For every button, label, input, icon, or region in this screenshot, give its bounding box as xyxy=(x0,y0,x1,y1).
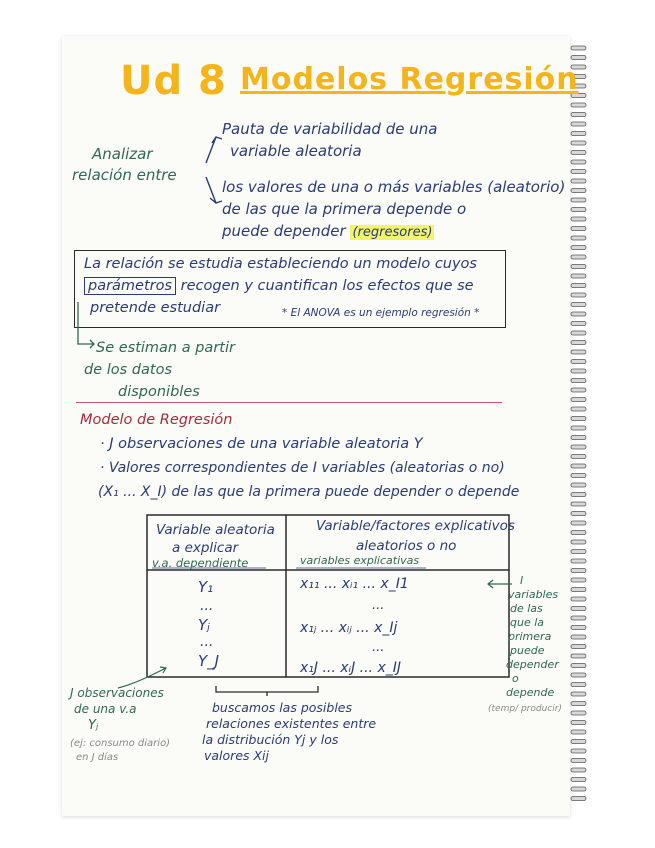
spiral-ring xyxy=(571,711,586,715)
spiral-ring xyxy=(571,664,586,668)
spiral-ring xyxy=(571,379,586,383)
spiral-ring xyxy=(571,141,586,145)
spiral-ring xyxy=(571,483,586,487)
table-row-right: x₁₁ ... xᵢ₁ ... x_I1 xyxy=(300,576,409,592)
left-note-paren-1: (ej: consumo diario) xyxy=(70,738,171,749)
spiral-ring xyxy=(571,474,586,478)
analyze-label: Analizar xyxy=(92,145,153,163)
branch2-line2: de las que la primera depende o xyxy=(222,200,467,218)
spiral-ring xyxy=(571,407,586,411)
parametros-word: parámetros xyxy=(84,277,176,295)
estimate-line2: de los datos xyxy=(84,362,172,378)
table-row-right: x₁J ... xᵢJ ... x_IJ xyxy=(300,660,401,676)
spiral-ring xyxy=(571,702,586,706)
anova-note: * El ANOVA es un ejemplo regresión * xyxy=(282,307,480,319)
table-row-right: x₁ⱼ ... xᵢⱼ ... x_Ij xyxy=(300,620,398,636)
right-note-4: que la xyxy=(510,616,545,629)
right-note-3: de las xyxy=(510,602,543,615)
spiral-ring xyxy=(571,445,586,449)
spiral-ring xyxy=(571,749,586,753)
spiral-ring xyxy=(571,350,586,354)
spiral-ring xyxy=(571,388,586,392)
spiral-ring xyxy=(571,597,586,601)
table-row-right: ... xyxy=(372,640,385,655)
spiral-ring xyxy=(571,569,586,573)
left-note-1: J observaciones xyxy=(70,686,164,700)
spiral-ring xyxy=(571,160,586,164)
right-note-5: primera xyxy=(508,630,552,643)
spiral-ring xyxy=(571,797,586,801)
spiral-ring xyxy=(571,151,586,155)
spiral-ring xyxy=(571,322,586,326)
spiral-ring xyxy=(571,360,586,364)
spiral-ring xyxy=(571,179,586,183)
spiral-ring xyxy=(571,559,586,563)
spiral-ring xyxy=(571,46,586,50)
spiral-ring xyxy=(571,768,586,772)
right-note-6: puede xyxy=(510,644,545,657)
spiral-ring xyxy=(571,778,586,782)
spiral-ring xyxy=(571,654,586,658)
table-row-left: Y_J xyxy=(198,652,220,670)
table-row-left: Y₁ xyxy=(198,578,214,596)
spiral-ring xyxy=(571,284,586,288)
spiral-ring xyxy=(571,331,586,335)
bottom-note-4: valores Xij xyxy=(204,748,270,763)
model-bullet1: · J observaciones de una variable aleatoria Y xyxy=(100,436,423,452)
branch2-line3 xyxy=(222,222,434,240)
spiral-ring xyxy=(571,293,586,297)
spiral-ring xyxy=(571,103,586,107)
regresores-highlight: (regresores) xyxy=(352,225,433,240)
model-heading: Modelo de Regresión xyxy=(80,412,233,428)
model-bullet2: · Valores correspondientes de I variables (aleatorias o no) xyxy=(100,460,505,476)
spiral-ring xyxy=(571,550,586,554)
table-header-left-2: a explicar xyxy=(172,540,239,556)
spiral-ring xyxy=(571,208,586,212)
spiral-ring xyxy=(571,227,586,231)
spiral-ring xyxy=(571,455,586,459)
spiral-ring xyxy=(571,645,586,649)
spiral-ring xyxy=(571,626,586,630)
spiral-ring xyxy=(571,740,586,744)
right-note-7: depender xyxy=(506,658,559,671)
spiral-ring xyxy=(571,673,586,677)
spiral-ring xyxy=(571,341,586,345)
branch2-line1: los valores de una o más variables (aleatorio) xyxy=(222,178,566,196)
table-row-right: ... xyxy=(372,598,385,613)
box-line2-rest: recogen y cuantifican los efectos que se xyxy=(180,278,474,294)
spiral-ring xyxy=(571,616,586,620)
box-line2 xyxy=(84,278,474,294)
bottom-note-1: buscamos las posibles xyxy=(212,700,353,715)
table-row-left: ... xyxy=(200,598,214,614)
spiral-ring xyxy=(571,436,586,440)
bottom-note-2: relaciones existentes entre xyxy=(206,716,377,731)
spiral-ring xyxy=(571,274,586,278)
spiral-ring xyxy=(571,265,586,269)
spiral-binding xyxy=(568,40,590,810)
spiral-ring xyxy=(571,303,586,307)
bottom-note-3: la distribución Yj y los xyxy=(202,732,339,747)
right-note-2: variables xyxy=(508,588,559,601)
section-divider xyxy=(76,402,502,403)
spiral-ring xyxy=(571,246,586,250)
left-note-2: de una v.a xyxy=(74,702,137,716)
spiral-ring xyxy=(571,721,586,725)
branch2-text: puede depender xyxy=(222,222,346,240)
spiral-ring xyxy=(571,217,586,221)
model-bullet3: (X₁ ... X_I) de las que la primera puede depender o depende xyxy=(98,484,520,500)
spiral-ring xyxy=(571,122,586,126)
spiral-ring xyxy=(571,189,586,193)
right-note-1: I xyxy=(520,574,524,587)
estimate-line3: disponibles xyxy=(118,384,200,400)
page-title: Modelos Regresión xyxy=(240,62,579,97)
table-row-left: Yⱼ xyxy=(198,616,210,634)
spiral-ring xyxy=(571,588,586,592)
spiral-ring xyxy=(571,56,586,60)
spiral-ring xyxy=(571,255,586,259)
spiral-ring xyxy=(571,464,586,468)
spiral-ring xyxy=(571,787,586,791)
spiral-ring xyxy=(571,113,586,117)
spiral-ring xyxy=(571,759,586,763)
spiral-ring xyxy=(571,607,586,611)
table-header-right-3: variables explicativas xyxy=(300,554,420,567)
box-line1: La relación se estudia estableciendo un modelo cuyos xyxy=(84,256,477,272)
left-note-paren-2: en J días xyxy=(76,752,119,763)
bottom-brace xyxy=(214,684,324,698)
table-header-left-3: v.a. dependiente xyxy=(152,556,249,570)
box-line3: pretende estudiar xyxy=(90,300,221,316)
table-header-left-1: Variable aleatoria xyxy=(156,522,275,538)
spiral-ring xyxy=(571,426,586,430)
branch1-line2: variable aleatoria xyxy=(230,142,362,160)
spiral-ring xyxy=(571,578,586,582)
spiral-ring xyxy=(571,692,586,696)
spiral-ring xyxy=(571,236,586,240)
spiral-ring xyxy=(571,540,586,544)
spiral-ring xyxy=(571,170,586,174)
branch1-line1: Pauta de variabilidad de una xyxy=(222,120,438,138)
table-row-left: ... xyxy=(200,634,214,650)
spiral-ring xyxy=(571,312,586,316)
spiral-ring xyxy=(571,683,586,687)
spiral-ring xyxy=(571,730,586,734)
unit-number: Ud 8 xyxy=(120,58,227,104)
analyze-label-2: relación entre xyxy=(72,166,177,184)
right-note-8: o xyxy=(512,672,519,685)
right-note-paren: (temp/ producir) xyxy=(488,704,562,714)
spiral-ring xyxy=(571,531,586,535)
spiral-ring xyxy=(571,493,586,497)
spiral-ring xyxy=(571,369,586,373)
right-note-9: depende xyxy=(506,686,555,699)
spiral-ring xyxy=(571,635,586,639)
spiral-ring xyxy=(571,512,586,516)
spiral-ring xyxy=(571,198,586,202)
spiral-ring xyxy=(571,502,586,506)
left-note-3: Yⱼ xyxy=(88,718,99,733)
spiral-ring xyxy=(571,417,586,421)
estimate-line1: Se estiman a partir xyxy=(96,340,235,356)
spiral-ring xyxy=(571,398,586,402)
spiral-ring xyxy=(571,521,586,525)
table-header-right-1: Variable/factores explicativos xyxy=(316,518,515,534)
table-header-right-2: aleatorios o no xyxy=(356,538,457,554)
spiral-ring xyxy=(571,132,586,136)
